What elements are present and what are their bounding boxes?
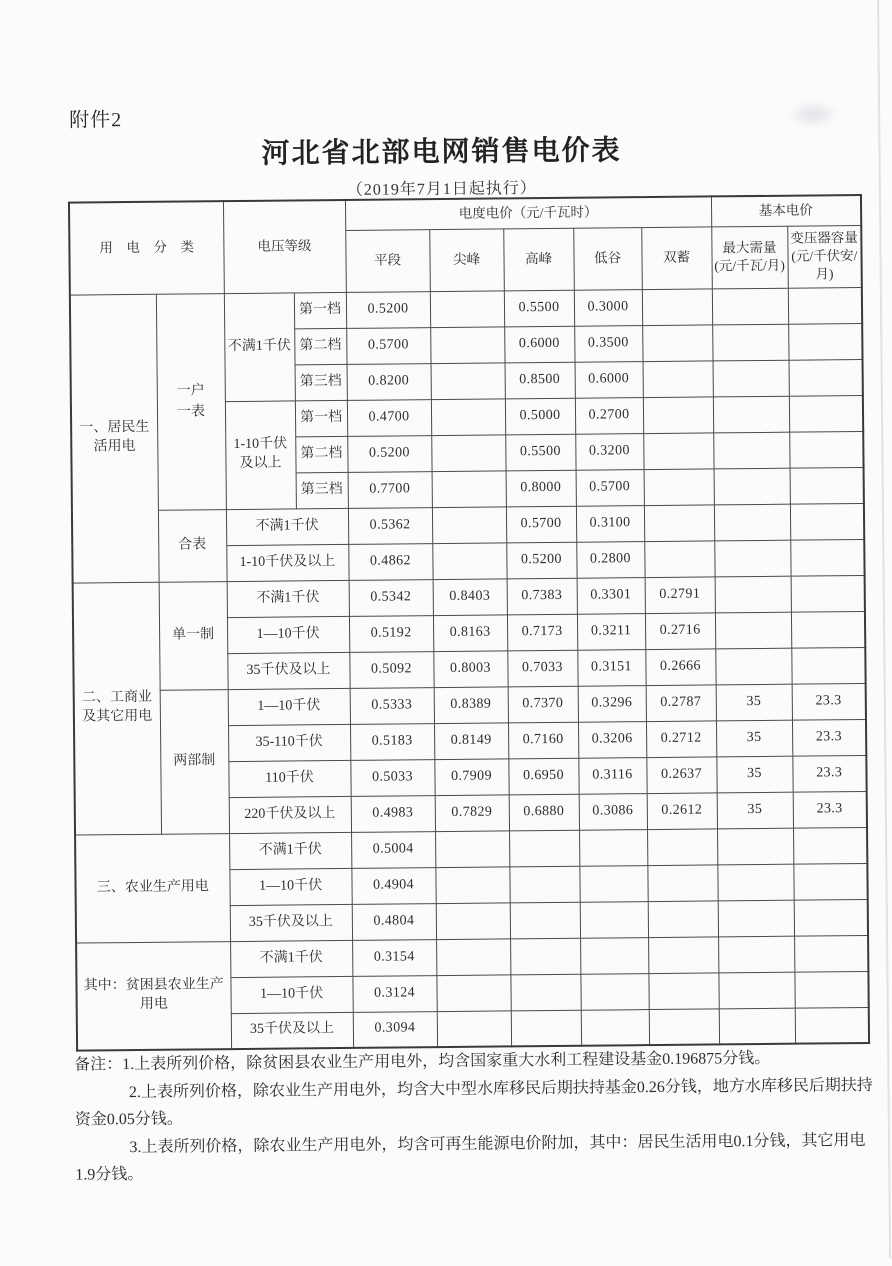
table-cell: [788, 287, 862, 324]
table-cell: 0.7700: [348, 471, 432, 508]
table-cell: 0.2791: [645, 576, 715, 613]
table-cell: 23.3: [792, 755, 866, 792]
header-transformer-capacity: 变压器容量(元/千伏安/月): [787, 225, 862, 288]
category-two-part-system: 两部制: [160, 689, 229, 834]
table-cell: [644, 540, 714, 577]
tier-cell: 第一档: [295, 400, 347, 436]
table-cell: 0.3206: [578, 721, 646, 758]
table-cell: 0.5033: [350, 759, 434, 796]
table-cell: [431, 434, 505, 471]
table-cell: 0.2637: [646, 756, 716, 793]
table-cell: 0.6880: [509, 794, 579, 831]
voltage-cell: 110千伏: [228, 760, 350, 797]
voltage-cell: 不满1千伏: [227, 580, 349, 617]
table-cell: [791, 575, 865, 612]
table-cell: 0.5200: [346, 291, 430, 328]
table-cell: 0.3296: [578, 685, 646, 722]
table-cell: 0.2712: [646, 720, 716, 757]
table-cell: 23.3: [792, 719, 866, 756]
table-cell: 0.3151: [577, 649, 645, 686]
voltage-cell: 1-10千伏及以上: [226, 544, 348, 581]
voltage-cell: 1-10千伏及以上: [225, 400, 296, 509]
table-cell: 0.3100: [576, 505, 644, 542]
table-cell: 0.3000: [574, 289, 642, 326]
table-cell: [715, 612, 791, 649]
table-cell: [579, 865, 647, 902]
table-cell: 0.8389: [434, 686, 508, 723]
table-cell: [715, 576, 791, 613]
table-cell: 0.5200: [506, 542, 576, 579]
voltage-cell: 1—10千伏: [230, 976, 352, 1013]
header-dual-storage: 双蓄: [641, 226, 712, 289]
footnote-text: 1.上表所列价格，除贫困县农业生产用电外，均含国家重大水利工程建设基金0.196875分钱。: [122, 1049, 771, 1074]
table-cell: 0.7160: [508, 722, 578, 759]
table-cell: 0.7383: [507, 578, 577, 615]
voltage-cell: 35千伏及以上: [230, 904, 352, 941]
table-cell: 0.5183: [350, 723, 434, 760]
voltage-cell: 35千伏及以上: [231, 1012, 353, 1049]
table-cell: [643, 432, 713, 469]
table-cell: [643, 396, 713, 433]
table-cell: [713, 432, 789, 469]
table-cell: [793, 863, 867, 900]
table-cell: [791, 611, 865, 648]
table-cell: 0.4700: [347, 399, 431, 436]
table-cell: 0.5200: [347, 435, 431, 472]
table-cell: [579, 829, 647, 866]
table-cell: [791, 647, 865, 684]
voltage-cell: 不满1千伏: [229, 832, 351, 869]
table-cell: [644, 504, 714, 541]
table-cell: [712, 288, 788, 325]
table-cell: 0.7370: [508, 686, 578, 723]
scan-smudge: [787, 100, 839, 128]
table-cell: [712, 324, 788, 361]
table-cell: [717, 828, 793, 865]
table-cell: [510, 938, 580, 975]
table-cell: 0.5700: [506, 506, 576, 543]
table-cell: [432, 542, 506, 579]
header-max-demand: 最大需量(元/千瓦/月): [711, 226, 788, 289]
table-cell: [714, 468, 790, 505]
tier-cell: 第二档: [294, 328, 346, 364]
table-cell: 0.8403: [433, 578, 507, 615]
table-cell: 0.3301: [577, 577, 645, 614]
table-cell: 0.7909: [434, 758, 508, 795]
header-category: 用 电 分 类: [69, 201, 224, 294]
category-single-system: 单一制: [159, 581, 228, 690]
table-cell: 0.3500: [574, 325, 642, 362]
tier-cell: 第三档: [296, 472, 348, 508]
table-cell: [790, 467, 864, 504]
header-valley: 低谷: [573, 227, 642, 290]
table-cell: 0.5700: [576, 469, 644, 506]
table-cell: [648, 972, 718, 1009]
category-commercial: 二、工商业及其它用电: [73, 582, 161, 835]
table-cell: [714, 504, 790, 541]
table-cell: 0.5362: [348, 507, 432, 544]
table-cell: 35: [717, 792, 793, 829]
voltage-cell: 35-110千伏: [228, 724, 350, 761]
table-cell: [794, 971, 868, 1008]
table-cell: 0.4904: [351, 867, 435, 904]
header-voltage: 电压等级: [223, 200, 346, 293]
table-cell: 0.5342: [349, 579, 433, 616]
category-agricultural: 三、农业生产用电: [75, 833, 230, 942]
table-cell: [790, 503, 864, 540]
voltage-cell: 35千伏及以上: [227, 652, 349, 689]
table-cell: 0.3086: [579, 793, 647, 830]
table-cell: 0.2800: [576, 541, 644, 578]
footnote-3: 3.上表所列价格，除农业生产用电外，均含可再生能源电价附加，其中：居民生活用电0.1分钱，其它用电1.9分钱。: [75, 1131, 866, 1184]
table-cell: 0.5192: [349, 615, 433, 652]
table-cell: [647, 828, 717, 865]
table-cell: [642, 288, 712, 325]
header-energy-price-group: 电度电价（元/千瓦时）: [345, 196, 711, 230]
table-cell: [509, 830, 579, 867]
table-cell: 0.3211: [577, 613, 645, 650]
voltage-cell: 1—10千伏: [229, 868, 351, 905]
table-cell: 0.3124: [352, 975, 436, 1012]
table-cell: 0.8500: [505, 362, 575, 399]
table-cell: 0.7829: [435, 794, 509, 831]
table-cell: [713, 360, 789, 397]
table-cell: 0.7173: [507, 614, 577, 651]
page-title: 河北省北部电网销售电价表: [261, 135, 622, 170]
table-cell: 0.5500: [505, 434, 575, 471]
table-cell: 0.7033: [507, 650, 577, 687]
table-cell: [581, 1009, 649, 1046]
table-cell: 0.3094: [353, 1011, 437, 1048]
table-cell: 35: [716, 684, 792, 721]
table-cell: [642, 324, 712, 361]
table-cell: 0.8149: [434, 722, 508, 759]
tier-cell: 第二档: [295, 436, 347, 472]
footnote-label: 备注：: [74, 1056, 123, 1074]
table-cell: 0.6000: [504, 326, 574, 363]
voltage-cell: 220千伏及以上: [229, 796, 351, 833]
tier-cell: 第三档: [295, 364, 347, 400]
tier-cell: 第一档: [294, 292, 346, 328]
page-subtitle: （2019年7月1日起执行）: [346, 180, 537, 199]
table-cell: 0.4983: [351, 795, 435, 832]
voltage-cell: 1—10千伏: [228, 688, 350, 725]
table-cell: [789, 395, 863, 432]
table-cell: 0.3154: [352, 939, 436, 976]
table-cell: [510, 974, 580, 1011]
table-cell: 0.5700: [346, 327, 430, 364]
table-cell: [718, 972, 794, 1009]
table-cell: [580, 973, 648, 1010]
table-cell: [793, 827, 867, 864]
category-combined-meter: 合表: [158, 509, 227, 582]
table-cell: [644, 468, 714, 505]
table-cell: [436, 902, 510, 939]
voltage-cell: 不满1千伏: [226, 508, 348, 545]
table-cell: 0.5500: [504, 290, 574, 327]
table-cell: 0.2787: [646, 684, 716, 721]
table-cell: 0.8000: [506, 470, 576, 507]
table-cell: 0.2716: [645, 612, 715, 649]
table-cell: 35: [716, 756, 792, 793]
table-cell: 0.4862: [348, 543, 432, 580]
table-cell: [580, 937, 648, 974]
table-cell: 0.5092: [349, 651, 433, 688]
table-cell: [432, 470, 506, 507]
table-cell: 0.3200: [575, 433, 643, 470]
table-cell: 23.3: [793, 791, 867, 828]
table-cell: 0.4804: [352, 903, 436, 940]
voltage-cell: 不满1千伏: [224, 292, 295, 401]
table-cell: [643, 360, 713, 397]
table-cell: [794, 899, 868, 936]
table-cell: 35: [716, 720, 792, 757]
label-text: 一户一表: [176, 383, 206, 420]
header-sharp-peak: 尖峰: [429, 228, 504, 291]
table-cell: 0.5000: [505, 398, 575, 435]
table-cell: [430, 290, 504, 327]
attachment-label: 附件2: [69, 109, 123, 132]
table-cell: [647, 864, 717, 901]
table-cell: [717, 864, 793, 901]
table-cell: [795, 1007, 869, 1044]
table-cell: [718, 900, 794, 937]
header-basic-price-group: 基本电价: [711, 195, 861, 226]
header-peak: 高峰: [503, 228, 574, 291]
table-cell: [432, 506, 506, 543]
table-cell: 0.2666: [645, 648, 715, 685]
table-cell: 0.5333: [350, 687, 434, 724]
table-cell: [714, 540, 790, 577]
table-cell: 0.8163: [433, 614, 507, 651]
table-cell: [794, 935, 868, 972]
table-cell: [649, 1008, 719, 1045]
header-flat: 平段: [345, 229, 430, 292]
table-cell: 23.3: [792, 683, 866, 720]
table-cell: [790, 539, 864, 576]
table-cell: [435, 866, 509, 903]
table-cell: 0.8003: [433, 650, 507, 687]
table-cell: [431, 362, 505, 399]
table-cell: 0.8200: [347, 363, 431, 400]
table-cell: [430, 326, 504, 363]
table-cell: 0.6000: [575, 361, 643, 398]
table-cell: [436, 938, 510, 975]
table-cell: [719, 1008, 795, 1045]
table-cell: 0.5004: [351, 831, 435, 868]
table-cell: [648, 936, 718, 973]
table-cell: [509, 866, 579, 903]
table-cell: [580, 901, 648, 938]
price-table: [68, 194, 870, 1052]
table-cell: [437, 1010, 511, 1047]
table-cell: [718, 936, 794, 973]
footnote-2: 2.上表所列价格，除农业生产用电外，均含大中型水库移民后期扶持基金0.26分钱，地方水库移民后期扶持资金0.05分钱。: [74, 1076, 873, 1129]
table-cell: 0.2700: [575, 397, 643, 434]
voltage-cell: 1—10千伏: [227, 616, 349, 653]
table-cell: [436, 974, 510, 1011]
table-cell: [788, 323, 862, 360]
category-single-household-meter: [156, 293, 226, 510]
table-cell: [435, 830, 509, 867]
category-poor-county-agricultural: 其中：贫困县农业生产用电: [76, 941, 231, 1050]
category-residential: 一、居民生活用电: [70, 294, 159, 583]
table-cell: 0.3116: [578, 757, 646, 794]
footnotes: [74, 1044, 881, 1189]
table-cell: [713, 396, 789, 433]
table-cell: [715, 648, 791, 685]
table-cell: 0.2612: [647, 792, 717, 829]
title-block: [0, 126, 888, 204]
table-cell: [431, 398, 505, 435]
table-cell: 0.6950: [508, 758, 578, 795]
table-cell: [789, 431, 863, 468]
table-cell: [511, 1010, 581, 1047]
voltage-cell: 不满1千伏: [230, 940, 352, 977]
table-cell: [648, 900, 718, 937]
table-cell: [789, 359, 863, 396]
table-cell: [510, 902, 580, 939]
